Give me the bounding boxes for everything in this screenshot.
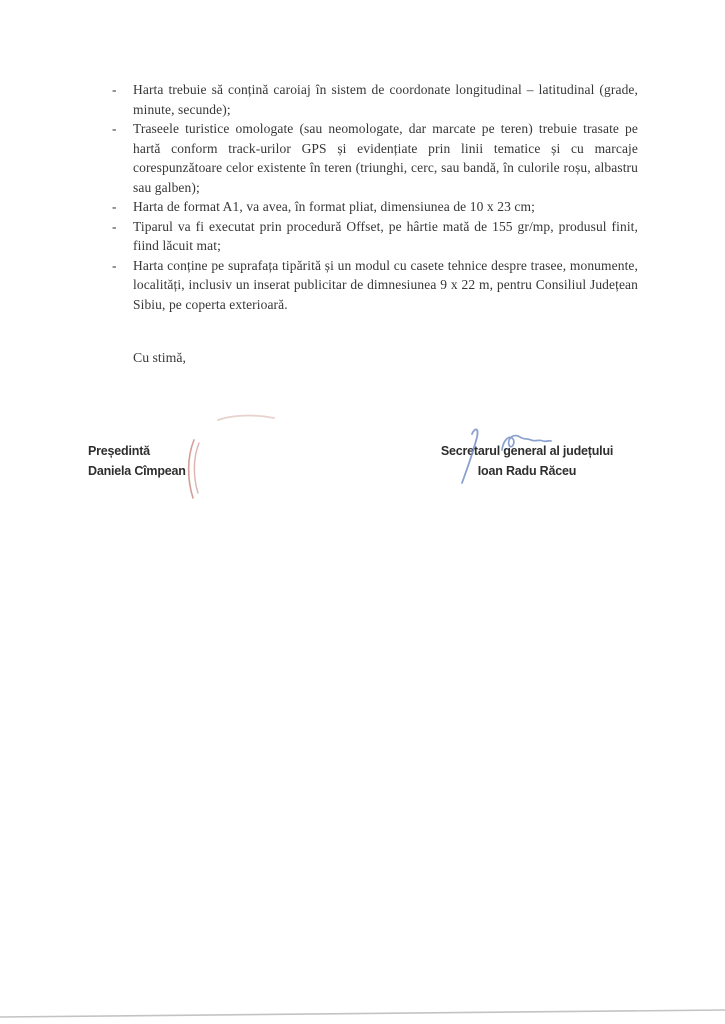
signer-role: Președintă [88,444,150,458]
signature-block-left [88,441,186,481]
signer-name: Daniela Cîmpean [88,464,186,478]
bullet-text: Tiparul va fi executat prin procedură Offset, pe hârtie mată de 155 gr/mp, produsul finit, fiind lăcuit mat; [133,218,638,253]
requirements-bullet-list [110,80,638,314]
list-item [110,217,638,256]
bullet-dash: - [112,257,117,273]
list-item [110,197,638,217]
bullet-dash: - [112,82,117,97]
scan-page-edge-line [0,1000,725,1024]
closing-salutation: Cu stimă, [133,350,186,365]
bullet-text: Traseele turistice omologate (sau neomologate, dar marcate pe teren) trebuie trasate pe hartă conform track-urilor GPS și evidențiate prin linii tematice și cu marcaje corespunzătoare celor existente în teren (triunghi, cerc, sau bandă, în culorile roșu, albastru sau galben); [133,121,638,195]
bullet-text: Harta conține pe suprafața tipărită și un modul cu casete tehnice despre trasee, monumente, localități, inclusiv un inserat publicitar de dimnesiunea 9 x 22 m, pentru Consiliul Județean Sibiu, pe coperta exterioară. [133,257,638,312]
bullet-dash: - [112,199,117,214]
list-item [110,119,638,197]
red-pen-mark-horizontal [216,412,278,424]
bullet-text: Harta de format A1, va avea, în format pliat, dimensiunea de 10 x 23 cm; [133,199,535,214]
signer-name: Ioan Radu Răceu [477,464,577,478]
list-item [110,80,638,119]
bullet-dash: - [112,121,117,136]
list-item [110,256,638,315]
signature-block-right [413,441,641,481]
signer-role: Secretarul general al județului [440,444,614,458]
bullet-text: Harta trebuie să conțină caroiaj în sistem de coordonate longitudinal – latitudinal (grade, minute, secunde); [133,82,638,117]
bullet-dash: - [112,218,117,234]
